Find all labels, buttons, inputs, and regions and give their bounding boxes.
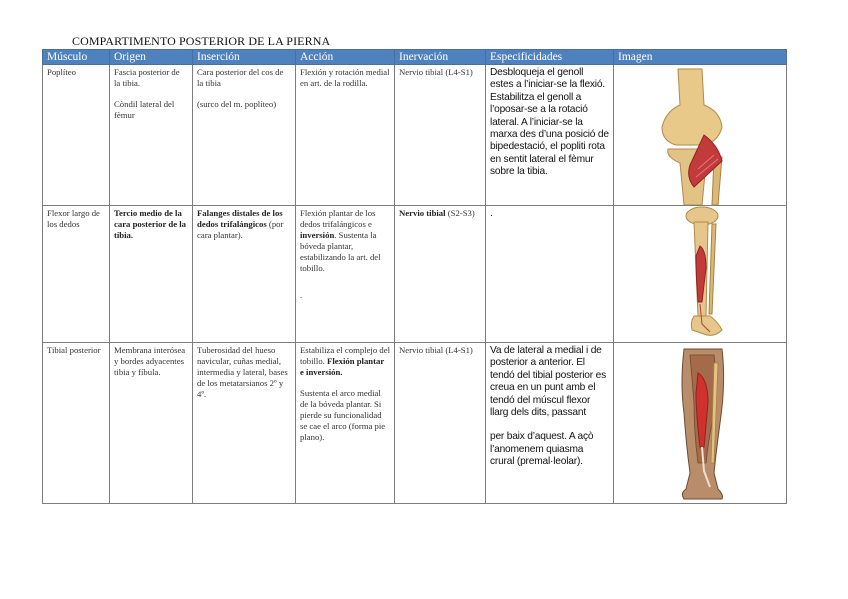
header-image: Imagen (614, 50, 787, 65)
cell-innervation: Nervio tibial (S2-S3) (395, 206, 486, 343)
cell-image (614, 206, 787, 343)
table-row (43, 65, 787, 206)
cell-image (614, 65, 787, 206)
cell-muscle: Poplíteo (43, 65, 110, 206)
cell-muscle: Flexor largo de los dedos (43, 206, 110, 343)
cell-innervation: Nervio tibial (L4-S1) (395, 65, 486, 206)
header-insertion: Inserción (193, 50, 296, 65)
cell-specifics: Desbloqueja el genoll estes a l’iniciar-se la flexió. Estabilitza el genoll a l’oposar-se a la rotació lateral. A l’iniciar-se la marxa des d’una posició de bipedestació, el popliti rota en sentit lateral el fèmur sobre la tibia. (486, 65, 614, 206)
header-action: Acción (296, 50, 395, 65)
cell-origin: Membrana interósea y bordes adyacentes tibia y fíbula. (110, 343, 193, 504)
cell-origin: Tercio medio de la cara posterior de la tibia. (110, 206, 193, 343)
cell-innervation: Nervio tibial (L4-S1) (395, 343, 486, 504)
knee-popliteus-illustration (614, 65, 786, 205)
leg-flexor-digitorum-illustration (614, 206, 786, 342)
table-header-row (43, 50, 787, 65)
header-muscle: Músculo (43, 50, 110, 65)
muscle-table (42, 49, 787, 504)
page-title: COMPARTIMENTO POSTERIOR DE LA PIERNA (72, 34, 331, 48)
cell-action: Flexión plantar de los dedos trifalángicos e inversión. Sustenta la bóveda plantar, estabilizando la art. del tobillo. . (296, 206, 395, 343)
header-innervation: Inervación (395, 50, 486, 65)
table-row (43, 206, 787, 343)
header-specifics: Especificidades (486, 50, 614, 65)
cell-insertion: Falanges distales de los dedos trifalángicos (por cara plantar). (193, 206, 296, 343)
cell-origin: Fascia posterior de la tibia. Còndil lateral del fèmur (110, 65, 193, 206)
leg-tibialis-posterior-illustration (614, 343, 786, 503)
cell-action: Flexión y rotación medial en art. de la rodilla. (296, 65, 395, 206)
cell-insertion: Tuberosidad del hueso navicular, cuñas medial, intermedia y lateral, bases de los metatarsianos 2º y 4º. (193, 343, 296, 504)
cell-specifics: . (486, 206, 614, 343)
cell-insertion: Cara posterior del cos de la tibia (surco del m. poplíteo) (193, 65, 296, 206)
cell-image (614, 343, 787, 504)
cell-specifics: Va de lateral a medial i de posterior a anterior. El tendó del tibial posterior es creua en un punt amb el tendó del múscul flexor llarg dels dits, passant per baix d’aquest. A açò l’anomenem quiasma crural (premal·leolar). (486, 343, 614, 504)
cell-muscle: Tibial posterior (43, 343, 110, 504)
table-row (43, 343, 787, 504)
header-origin: Origen (110, 50, 193, 65)
cell-action: Estabiliza el complejo del tobillo. Flexión plantar e inversión. Sustenta el arco medial de la bóveda plantar. Si pierde su funcionalidad se cae el arco (forma pie plano). (296, 343, 395, 504)
